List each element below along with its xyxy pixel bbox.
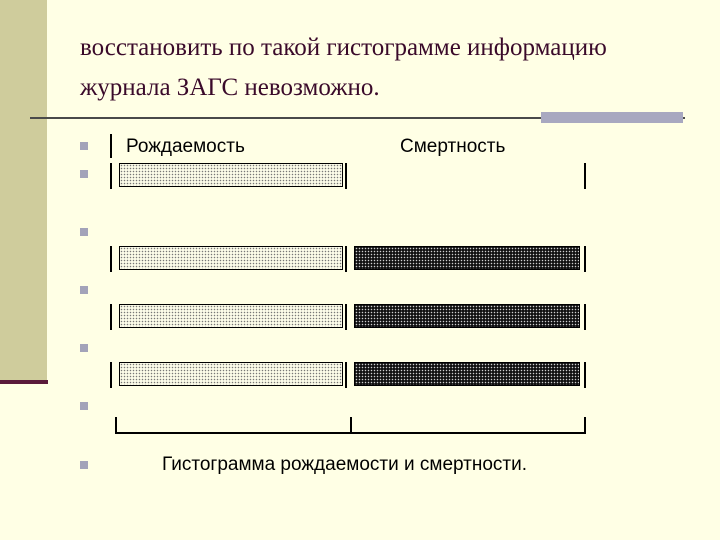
title-line-1: восстановить по такой гистограмме информацию (80, 34, 607, 61)
birth-bar (119, 362, 343, 386)
row-middle-divider (345, 304, 347, 330)
decorative-side-bar (0, 0, 47, 380)
histogram-baseline (115, 432, 586, 434)
row-left-edge (110, 246, 112, 272)
slide-title (80, 28, 700, 108)
row-left-edge (110, 304, 112, 330)
row-left-edge (110, 362, 112, 388)
birth-bar (119, 163, 343, 187)
row-right-edge (584, 362, 586, 388)
bullet-marker (80, 461, 88, 469)
bullet-marker (80, 228, 88, 236)
histogram-caption: Гистограмма рождаемости и смертности. (162, 454, 528, 475)
title-line-2: журнала ЗАГС невозможно. (80, 74, 380, 101)
row-right-edge (584, 163, 586, 189)
birth-bar (119, 304, 343, 328)
birth-bar (119, 246, 343, 270)
death-bar (354, 246, 580, 270)
death-rate-label: Смертность (400, 136, 506, 157)
death-bar (354, 304, 580, 328)
header-separator (110, 134, 112, 158)
row-right-edge (584, 246, 586, 272)
row-middle-divider (345, 362, 347, 388)
bullet-marker (80, 402, 88, 410)
death-bar (354, 362, 580, 386)
title-divider-accent (541, 112, 683, 123)
row-right-edge (584, 304, 586, 330)
bullet-marker (80, 286, 88, 294)
bullet-marker (80, 344, 88, 352)
bullet-marker (80, 142, 88, 150)
bullet-marker (80, 170, 88, 178)
row-middle-divider (345, 163, 347, 189)
row-left-edge (110, 163, 112, 189)
birth-rate-label: Рождаемость (126, 136, 245, 157)
decorative-side-line (0, 380, 48, 384)
row-middle-divider (345, 246, 347, 272)
